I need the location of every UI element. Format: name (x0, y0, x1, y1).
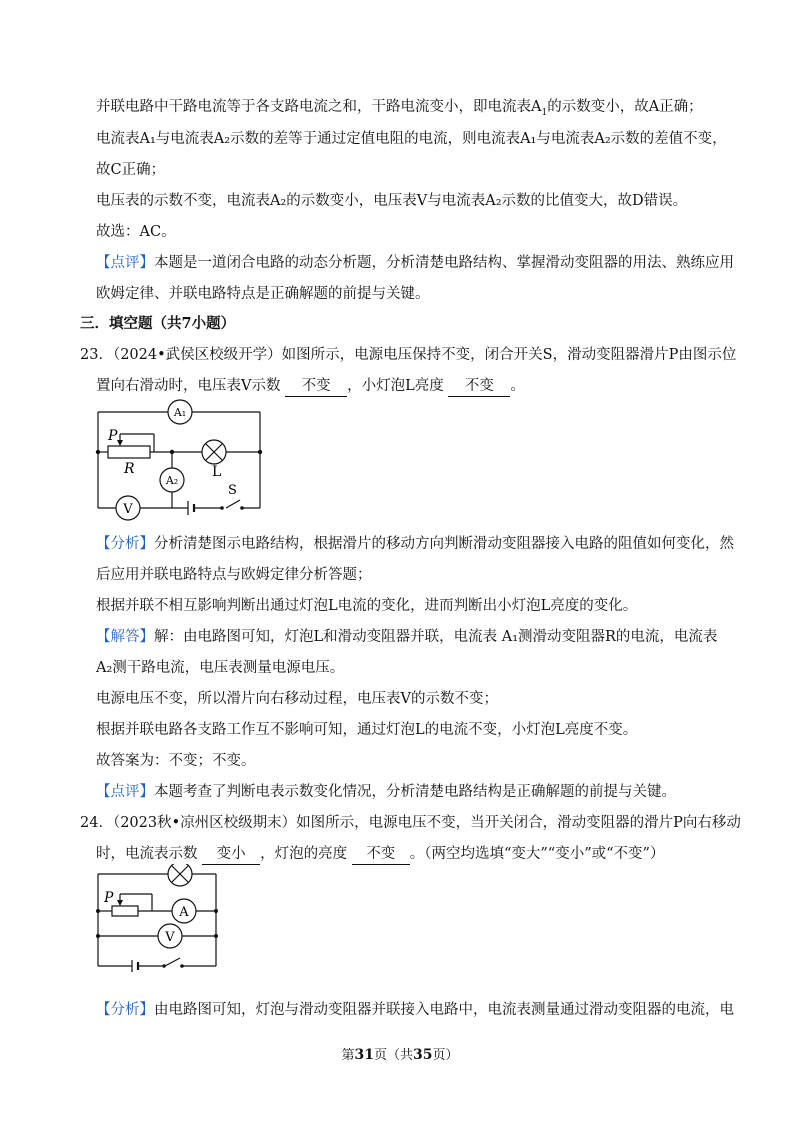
q23-solution-3: 电源电压不变，所以滑片向右移动过程，电压表V的示数不变； (96, 691, 498, 707)
q23-resistor-label: R (124, 461, 135, 477)
q23-line-1: 23．（2024•武侯区校级开学）如图所示，电源电压保持不变，闭合开关S，滑动变阻器滑片P由图示位 (80, 347, 737, 363)
q24-voltmeter-label: V (165, 930, 175, 945)
analysis-tag: 【分析】 (96, 1002, 154, 1018)
q23-slider-label: P (108, 428, 118, 444)
prev-comment-2: 欧姆定律、并联电路特点是正确解题的前提与关键。 (96, 286, 430, 302)
prev-line-3: 故C正确； (96, 162, 166, 178)
q23-ammeter-a1-label: A₁ (173, 406, 187, 419)
prev-line-4: 电压表的示数不变，电流表A₂的示数变小，电压表V与电流表A₂示数的比值变大，故D错误。 (96, 193, 688, 209)
q23-lamp-label: L (212, 464, 222, 480)
q23-solution-5: 故答案为：不变；不变。 (96, 753, 256, 769)
q24-line-2: 时，电流表示数 变小 ，灯泡的亮度 不变 。（两空均选填“变大”“变小”或“不变”） (96, 844, 664, 865)
section-title: 三．填空题（共7小题） (80, 315, 236, 332)
q23-line-2: 置向右滑动时，电压表V示数 不变 ，小灯泡L亮度 不变 。 (96, 376, 525, 397)
q23-solution-1: 【解答】解：由电路图可知，灯泡L和滑动变阻器并联，电流表 A₁测滑动变阻器R的电流，电流表 (96, 629, 718, 645)
q23-solution-4: 根据并联电路各支路工作互不影响可知，通过灯泡L的电流不变，小灯泡L亮度不变。 (96, 722, 638, 738)
prev-line-5: 故选：AC。 (96, 224, 176, 240)
q24-answer-blank-1: 变小 (202, 844, 260, 865)
q24-ammeter-label: A (179, 905, 189, 920)
q24-slider-label: P (104, 890, 114, 906)
q23-ammeter-a2-label: A₂ (165, 474, 179, 487)
comment-tag: 【点评】 (96, 784, 154, 800)
q23-switch-label: S (228, 483, 237, 498)
prev-comment-1: 【点评】本题是一道闭合电路的动态分析题，分析清楚电路结构、掌握滑动变阻器的用法、熟练应用 (96, 255, 734, 271)
q23-analysis-1: 【分析】分析清楚图示电路结构，根据滑片的移动方向判断滑动变阻器接入电路的阻值如何变化，然 (96, 536, 734, 552)
q23-answer-blank-2: 不变 (448, 376, 510, 397)
q24-line-1: 24．（2023秋•凉州区校级期末）如图所示，电源电压不变，当开关闭合，滑动变阻器的滑片P向右移动 (80, 815, 741, 831)
q24-answer-blank-2: 不变 (352, 844, 410, 865)
q23-comment: 【点评】本题考查了判断电表示数变化情况，分析清楚电路结构是正确解题的前提与关键。 (96, 784, 676, 800)
q23-voltmeter-label: V (123, 502, 133, 517)
solution-tag: 【解答】 (96, 629, 154, 645)
q23-analysis-2: 后应用并联电路特点与欧姆定律分析答题； (96, 567, 372, 583)
current-page-number: 31 (354, 1047, 374, 1063)
page-footer: 第31页（共35页） (341, 1047, 459, 1063)
comment-tag: 【点评】 (96, 255, 154, 271)
q24-analysis-1: 【分析】由电路图可知，灯泡与滑动变阻器并联接入电路中，电流表测量通过滑动变阻器的电流，电 (96, 1002, 734, 1018)
q24-circuit-diagram (92, 864, 224, 972)
prev-line-2: 电流表A₁与电流表A₂示数的差等于通过定值电阻的电流，则电流表A₁与电流表A₂示数的差值不变， (96, 131, 727, 147)
q23-answer-blank-1: 不变 (285, 376, 347, 397)
total-page-number: 35 (413, 1047, 433, 1063)
q23-analysis-3: 根据并联不相互影响判断出通过灯泡L电流的变化，进而判断出小灯泡L亮度的变化。 (96, 598, 638, 614)
analysis-tag: 【分析】 (96, 536, 154, 552)
q23-circuit-diagram (90, 398, 270, 523)
prev-line-1: 并联电路中干路电流等于各支路电流之和，干路电流变小，即电流表$A_1$的示数变小，故A正确； (96, 99, 703, 118)
q23-solution-2: A₂测干路电流，电压表测量电源电压。 (96, 660, 345, 676)
